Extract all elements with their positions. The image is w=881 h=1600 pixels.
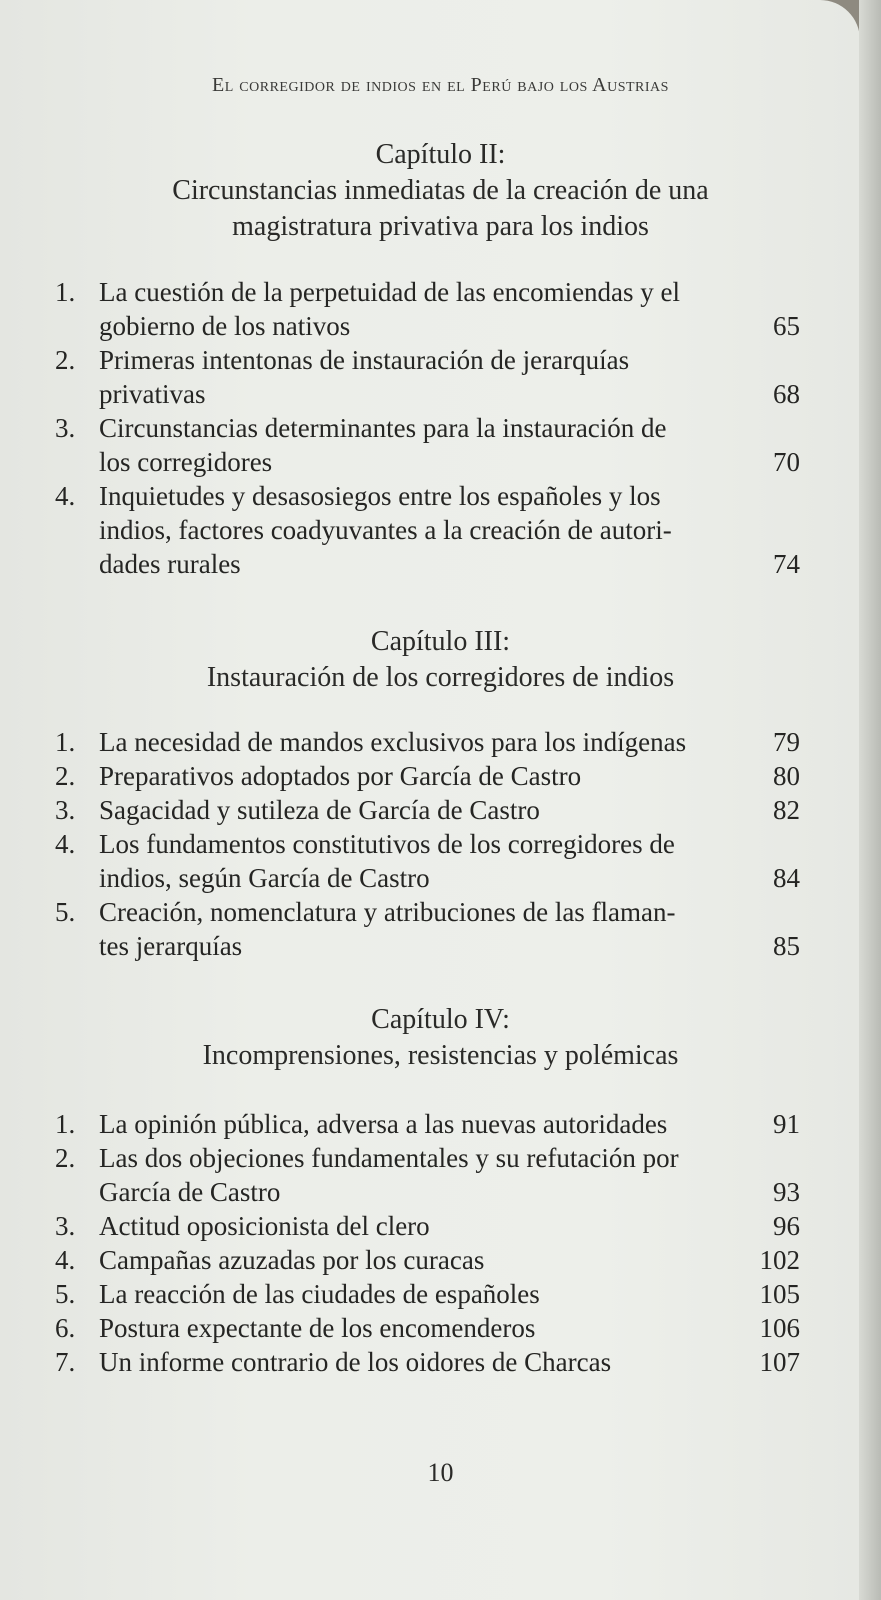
entry-number: 2. [55, 761, 76, 791]
entry-page: 107 [759, 1347, 800, 1377]
toc-entry [55, 411, 800, 479]
entry-line: Las dos objeciones fundamentales y su refutación por [99, 1143, 679, 1173]
entry-line: indios, factores coadyuvantes a la creación de autori- [99, 515, 672, 545]
entry-line: Circunstancias determinantes para la instauración de [99, 413, 667, 443]
toc-entry [55, 1107, 800, 1141]
page-edge-shadow [859, 0, 881, 1600]
entry-number: 5. [55, 1279, 76, 1309]
entry-line: Inquietudes y desasosiegos entre los españoles y los [99, 481, 661, 511]
entry-line: Primeras intentonas de instauración de jerarquías [99, 345, 630, 375]
entry-line: gobierno de los nativos [99, 311, 351, 341]
entry-line: Creación, nomenclatura y atribuciones de las flaman- [99, 897, 676, 927]
chapter-subtitle-line: magistratura privativa para los indios [232, 211, 649, 242]
entry-page: 102 [759, 1245, 800, 1275]
entry-page: 84 [773, 863, 800, 893]
entry-page: 79 [773, 727, 800, 757]
entry-number: 1. [55, 277, 76, 307]
entry-title [99, 793, 730, 827]
page-number: 10 [427, 1458, 454, 1487]
entry-title [99, 343, 730, 411]
toc-entry [55, 1277, 800, 1311]
toc-entry [55, 1243, 800, 1277]
entry-page: 105 [759, 1279, 800, 1309]
toc-entry [55, 895, 800, 963]
entry-line: Preparativos adoptados por García de Castro [99, 761, 582, 791]
chapter-subtitle-line: Incomprensiones, resistencias y polémicas [202, 1040, 679, 1071]
entry-page: 68 [773, 379, 800, 409]
entry-page: 70 [773, 447, 800, 477]
entry-title [99, 759, 730, 793]
entry-number: 3. [55, 413, 76, 443]
entry-number: 3. [55, 795, 76, 825]
entry-number: 5. [55, 897, 76, 927]
toc-chapter-2 [55, 275, 800, 581]
entry-page: 93 [773, 1177, 800, 1207]
entry-page: 91 [773, 1109, 800, 1139]
entry-number: 1. [55, 727, 76, 757]
running-head: El corregidor de indios en el Perú bajo los Austrias [212, 74, 669, 96]
toc-entry [55, 479, 800, 581]
toc-chapter-4 [55, 1107, 800, 1379]
entry-line: indios, según García de Castro [99, 863, 430, 893]
entry-line: tes jerarquías [99, 931, 243, 961]
entry-line: La reacción de las ciudades de españoles [99, 1279, 540, 1309]
entry-line: Sagacidad y sutileza de García de Castro [99, 795, 540, 825]
toc-entry [55, 759, 800, 793]
toc-entry [55, 1141, 800, 1209]
entry-number: 2. [55, 1143, 76, 1173]
entry-page: 96 [773, 1211, 800, 1241]
entry-number: 4. [55, 1245, 76, 1275]
entry-line: La cuestión de la perpetuidad de las encomiendas y el [99, 277, 681, 307]
chapter-heading-4 [0, 1002, 860, 1074]
toc-entry [55, 1345, 800, 1379]
chapter-heading-3 [0, 624, 860, 696]
entry-line: Postura expectante de los encomenderos [99, 1313, 536, 1343]
entry-line: Actitud oposicionista del clero [99, 1211, 430, 1241]
toc-chapter-3 [55, 725, 800, 963]
entry-line: La necesidad de mandos exclusivos para los indígenas [99, 727, 687, 757]
entry-title [99, 275, 730, 343]
entry-page: 85 [773, 931, 800, 961]
chapter-subtitle-line: Circunstancias inmediatas de la creación de una [172, 175, 709, 206]
toc-entry [55, 343, 800, 411]
chapter-heading-2 [0, 137, 860, 245]
entry-page: 82 [773, 795, 800, 825]
entry-line: Los fundamentos constitutivos de los corregidores de [99, 829, 675, 859]
entry-line: dades rurales [99, 549, 241, 579]
chapter-title: Capítulo IV: [371, 1004, 510, 1035]
entry-line: los corregidores [99, 447, 273, 477]
entry-number: 7. [55, 1347, 76, 1377]
entry-title [99, 1345, 730, 1379]
entry-page: 65 [773, 311, 800, 341]
entry-title [99, 479, 730, 581]
entry-line: Un informe contrario de los oidores de Charcas [99, 1347, 612, 1377]
entry-page: 106 [759, 1313, 800, 1343]
entry-title [99, 1243, 730, 1277]
entry-number: 4. [55, 481, 76, 511]
chapter-title: Capítulo III: [370, 626, 511, 657]
entry-page: 74 [773, 549, 800, 579]
entry-number: 1. [55, 1109, 76, 1139]
entry-title [99, 1277, 730, 1311]
entry-line: privativas [99, 379, 206, 409]
toc-entry [55, 275, 800, 343]
toc-entry [55, 793, 800, 827]
entry-title [99, 1209, 730, 1243]
entry-page: 80 [773, 761, 800, 791]
entry-number: 4. [55, 829, 76, 859]
entry-line: La opinión pública, adversa a las nuevas autoridades [99, 1109, 668, 1139]
chapter-subtitle-line: Instauración de los corregidores de indios [206, 662, 675, 693]
entry-title [99, 1107, 730, 1141]
toc-entry [55, 827, 800, 895]
toc-entry [55, 1209, 800, 1243]
toc-entry [55, 1311, 800, 1345]
entry-title [99, 1141, 730, 1209]
entry-number: 6. [55, 1313, 76, 1343]
chapter-title: Capítulo II: [375, 139, 506, 170]
entry-title [99, 895, 730, 963]
entry-title [99, 1311, 730, 1345]
entry-line: García de Castro [99, 1177, 281, 1207]
entry-title [99, 411, 730, 479]
entry-number: 2. [55, 345, 76, 375]
entry-line: Campañas azuzadas por los curacas [99, 1245, 485, 1275]
entry-title [99, 827, 730, 895]
entry-number: 3. [55, 1211, 76, 1241]
toc-entry [55, 725, 800, 759]
entry-title [99, 725, 730, 759]
